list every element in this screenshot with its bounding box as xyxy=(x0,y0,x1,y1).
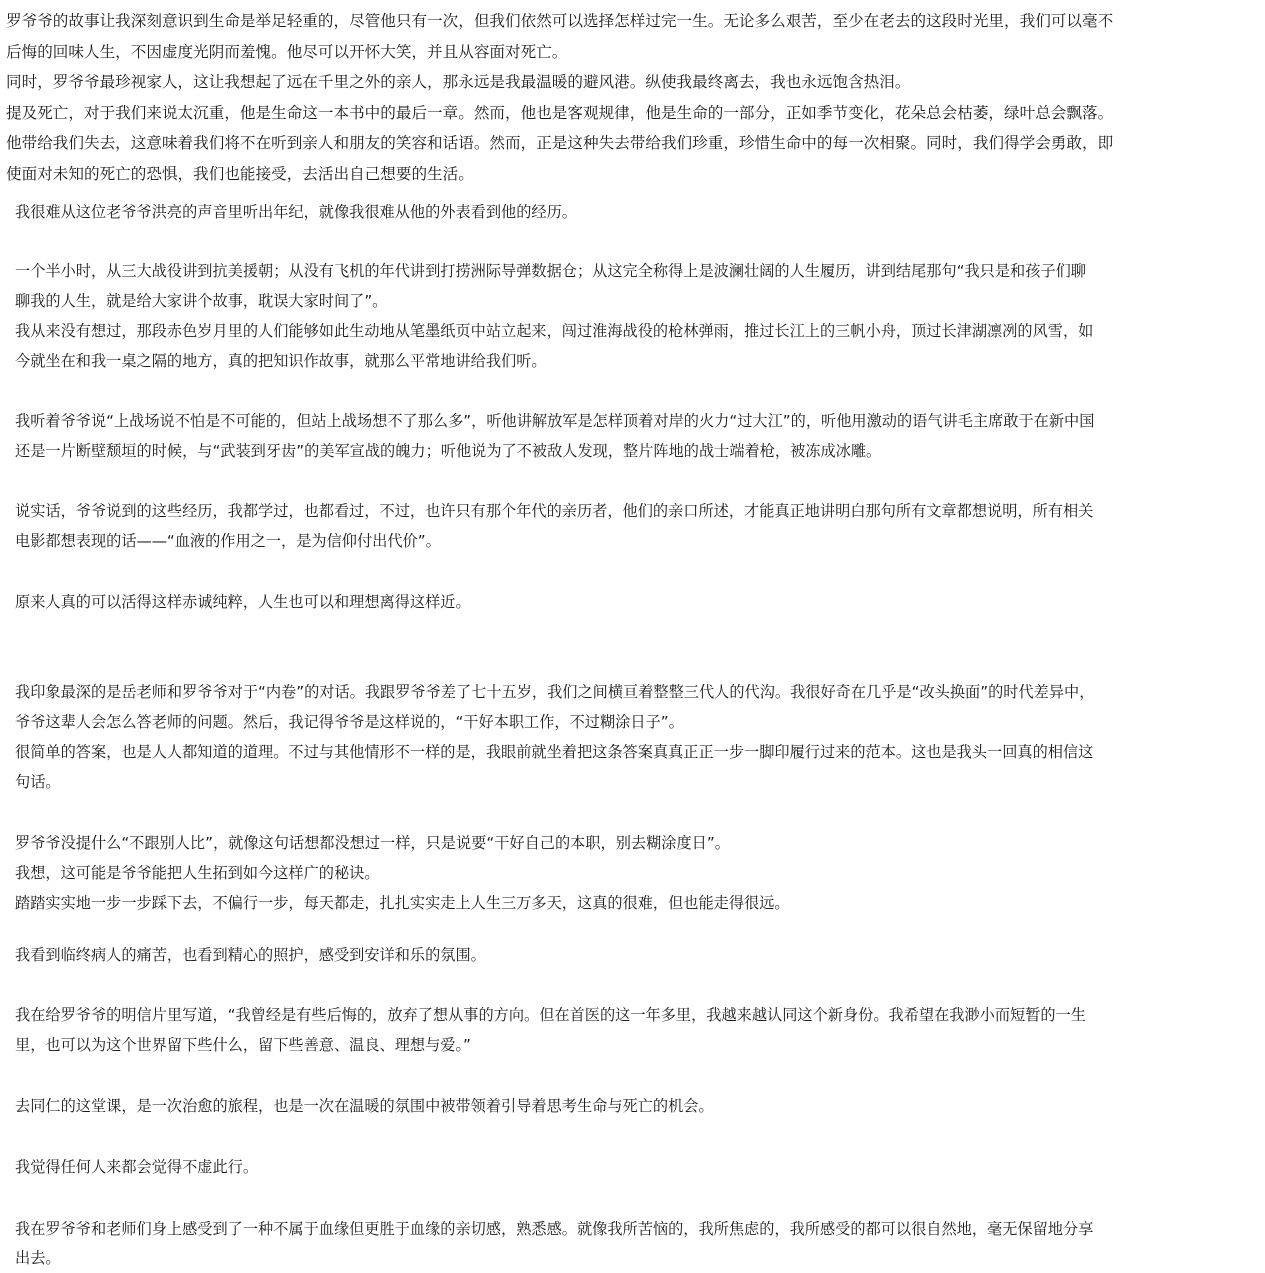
top-line: 他带给我们失去，这意味着我们将不在听到亲人和朋友的笑容和话语。然而，正是这种失去带给我们珍重，珍惜生命中的每一次相聚。同时，我们得学会勇敢，即 xyxy=(6,134,1114,152)
main-line: 我在给罗爷爷的明信片里写道，“我曾经是有些后悔的，放弃了想从事的方向。但在首医的这一年多里，我越来越认同这个新身份。我希望在我渺小而短暂的一生 xyxy=(15,1006,1086,1024)
top-line: 使面对未知的死亡的恐惧，我们也能接受，去活出自己想要的生活。 xyxy=(6,165,474,183)
top-line: 后悔的回味人生，不因虚度光阴而羞愧。他尽可以开怀大笑，并且从容面对死亡。 xyxy=(6,43,568,61)
main-line: 一个半小时，从三大战役讲到抗美援朝；从没有飞机的年代讲到打捞洲际导弹数据仓；从这完全称得上是波澜壮阔的人生履历，讲到结尾那句“我只是和孩子们聊 xyxy=(15,262,1086,280)
top-line: 同时，罗爷爷最珍视家人，这让我想起了远在千里之外的亲人，那永远是我最温暖的避风港。纵使我最终离去，我也永远饱含热泪。 xyxy=(6,73,911,91)
main-line: 我从来没有想过，那段赤色岁月里的人们能够如此生动地从笔墨纸页中站立起来，闯过淮海战役的枪林弹雨，推过长江上的三帆小舟，顶过长津湖凛冽的风雪，如 xyxy=(15,322,1094,340)
main-line: 说实话，爷爷说到的这些经历，我都学过，也都看过，不过，也许只有那个年代的亲历者，他们的亲口所述，才能真正地讲明白那句所有文章都想说明，所有相关 xyxy=(15,502,1094,520)
main-line: 还是一片断壁颓垣的时候，与“武装到牙齿”的美军宣战的魄力；听他说为了不被敌人发现，整片阵地的战士端着枪，被冻成冰雕。 xyxy=(15,442,882,460)
top-line: 提及死亡，对于我们来说太沉重，他是生命这一本书中的最后一章。然而，他也是客观规律，他是生命的一部分，正如季节变化，花朵总会枯萎，绿叶总会飘落。 xyxy=(6,104,1114,122)
main-line: 电影都想表现的话——“血液的作用之一，是为信仰付出代价”。 xyxy=(15,532,441,550)
main-line: 踏踏实实地一步一步踩下去，不偏行一步，每天都走，扎扎实实走上人生三万多天，这真的很难，但也能走得很远。 xyxy=(15,894,790,912)
main-line: 我很难从这位老爷爷洪亮的声音里听出年纪，就像我很难从他的外表看到他的经历。 xyxy=(15,203,577,221)
main-line: 很简单的答案，也是人人都知道的道理。不过与其他情形不一样的是，我眼前就坐着把这条答案真真正正一步一脚印履行过来的范本。这也是我头一回真的相信这 xyxy=(15,743,1094,761)
main-line: 我听着爷爷说“上战场说不怕是不可能的，但站上战场想不了那么多”，听他讲解放军是怎样顶着对岸的火力“过大江”的，听他用激动的语气讲毛主席敢于在新中国 xyxy=(15,412,1095,430)
top-line: 罗爷爷的故事让我深刻意识到生命是举足轻重的，尽管他只有一次，但我们依然可以选择怎样过完一生。无论多么艰苦，至少在老去的这段时光里，我们可以毫不 xyxy=(6,12,1114,30)
main-line: 里，也可以为这个世界留下些什么，留下些善意、温良、理想与爱。” xyxy=(15,1036,471,1054)
main-line: 我印象最深的是岳老师和罗爷爷对于“内卷”的对话。我跟罗爷爷差了七十五岁，我们之间横亘着整整三代人的代沟。我很好奇在几乎是“改头换面”的时代差异中， xyxy=(15,683,1095,701)
main-line: 我在罗爷爷和老师们身上感受到了一种不属于血缘但更胜于血缘的亲切感，熟悉感。就像我所苦恼的，我所焦虑的，我所感受的都可以很自然地，毫无保留地分享 xyxy=(15,1220,1094,1238)
main-line: 聊我的人生，就是给大家讲个故事，耽误大家时间了”。 xyxy=(15,292,388,310)
main-line: 罗爷爷没提什么“不跟别人比”，就像这句话想都没想过一样，只是说要“干好自己的本职，别去糊涂度日”。 xyxy=(15,834,730,852)
main-line: 今就坐在和我一桌之隔的地方，真的把知识作故事，就那么平常地讲给我们听。 xyxy=(15,352,547,370)
main-line: 我觉得任何人来都会觉得不虚此行。 xyxy=(15,1158,258,1176)
main-line: 爷爷这辈人会怎么答老师的问题。然后，我记得爷爷是这样说的，“干好本职工作，不过糊涂日子”。 xyxy=(15,713,684,731)
main-line: 我看到临终病人的痛苦，也看到精心的照护，感受到安详和乐的氛围。 xyxy=(15,946,486,964)
main-line: 我想，这可能是爷爷能把人生拓到如今这样广的秘诀。 xyxy=(15,864,380,882)
main-line: 句话。 xyxy=(15,773,61,791)
main-line: 去同仁的这堂课，是一次治愈的旅程，也是一次在温暖的氛围中被带领着引导着思考生命与死亡的机会。 xyxy=(15,1097,714,1115)
main-line: 原来人真的可以活得这样赤诚纯粹，人生也可以和理想离得这样近。 xyxy=(15,593,471,611)
main-line: 出去。 xyxy=(15,1249,61,1267)
